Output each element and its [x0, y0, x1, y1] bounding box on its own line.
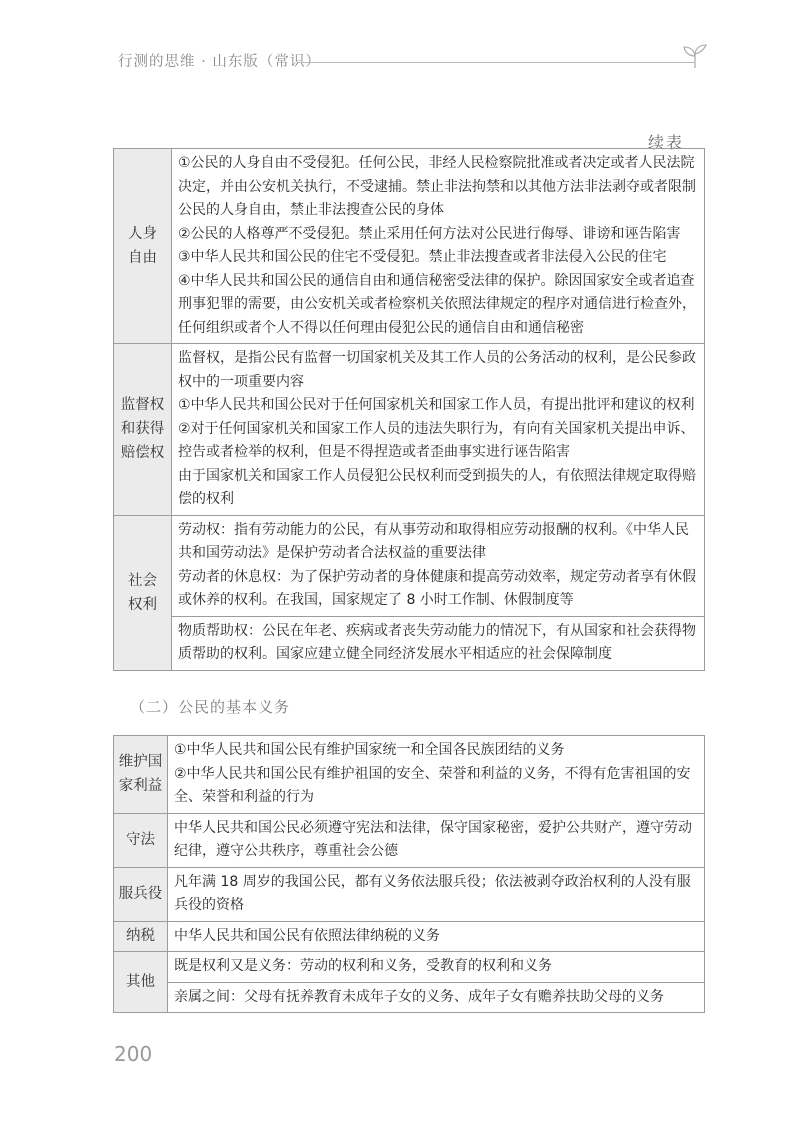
category-cell	[114, 736, 168, 814]
table-row	[114, 867, 705, 921]
table-row	[114, 982, 705, 1013]
content-paragraph: ②对于任何国家机关和国家工作人员的违法失职行为，有向有关国家机关提出申诉、控告或者检举的权利，但是不得捏造或者歪曲事实进行诬告陷害	[178, 420, 695, 460]
category-cell	[114, 921, 168, 952]
content-cell	[172, 616, 705, 670]
content-paragraph: ①中华人民共和国公民对于任何国家机关和国家工作人员，有提出批评和建议的权利	[178, 397, 695, 413]
content-paragraph: ①公民的人身自由不受侵犯。任何公民，非经人民检察院批准或者决定或者人民法院决定，并由公安机关执行，不受逮捕。禁止非法拘禁和以其他方法非法剥夺或者限制公民的人身自由，禁止非法搜查公民的身体	[178, 155, 696, 218]
table-row	[114, 344, 705, 516]
content-cell	[168, 982, 705, 1013]
content-cell	[168, 921, 705, 952]
page-header	[0, 44, 800, 74]
category-label: 社会 权利	[128, 572, 157, 613]
category-cell	[114, 952, 168, 1013]
category-cell	[114, 813, 168, 867]
category-cell	[114, 149, 172, 344]
category-cell	[114, 515, 172, 670]
content-paragraph: 凡年满 18 周岁的我国公民，都有义务依法服兵役；依法被剥夺政治权利的人没有服兵役的资格	[174, 873, 691, 913]
content-cell	[168, 813, 705, 867]
content-cell	[168, 867, 705, 921]
content-paragraph: 劳动权：指有劳动能力的公民，有从事劳动和取得相应劳动报酬的权利。《中华人民共和国劳动法》是保护劳动者合法权益的重要法律	[178, 521, 689, 561]
table-row	[114, 149, 705, 344]
category-label: 监督权 和获得 赔偿权	[120, 397, 165, 462]
category-cell	[114, 867, 168, 921]
category-label: 服兵役	[118, 886, 163, 902]
content-paragraph: 劳动者的休息权：为了保护劳动者的身体健康和提高劳动效率，规定劳动者享有休假或休养的权利。在我国，国家规定了 8 小时工作制、休假制度等	[178, 568, 696, 608]
content-paragraph: ②公民的人格尊严不受侵犯。禁止采用任何方法对公民进行侮辱、诽谤和诬告陷害	[178, 225, 681, 242]
category-label: 其他	[126, 974, 155, 990]
content-cell	[172, 344, 705, 516]
table-row	[114, 813, 705, 867]
content-paragraph: 由于国家机关和国家工作人员侵犯公民权利而受到损失的人，有依照法律规定取得赔偿的权利	[178, 467, 696, 507]
category-label: 守法	[126, 832, 155, 848]
table-row	[114, 952, 705, 983]
content-paragraph: 中华人民共和国公民有依照法律纳税的义务	[174, 927, 440, 944]
citizen-rights-table	[113, 148, 705, 671]
citizen-duties-table	[113, 735, 705, 1013]
content-paragraph: ③中华人民共和国公民的住宅不受侵犯。禁止非法搜查或者非法侵入公民的住宅	[178, 249, 667, 265]
content-cell	[168, 736, 705, 814]
continued-table-label: 续表	[648, 133, 685, 152]
content-cell	[172, 149, 705, 344]
table-row	[114, 736, 705, 814]
page-number: 200	[114, 1042, 153, 1066]
content-cell	[172, 515, 705, 616]
table-row	[114, 921, 705, 952]
content-paragraph: 既是权利又是义务：劳动的权利和义务，受教育的权利和义务	[174, 958, 552, 974]
sprout-leaf-icon	[680, 44, 710, 70]
header-rule	[298, 62, 694, 63]
content-paragraph: 监督权，是指公民有监督一切国家机关及其工作人员的公务活动的权利，是公民参政权中的一项重要内容	[178, 350, 696, 390]
content-paragraph: ④中华人民共和国公民的通信自由和通信秘密受法律的保护。除因国家安全或者追查刑事犯罪的需要，由公安机关或者检察机关依照法律规定的程序对通信进行检查外，任何组织或者个人不得以任何理由侵犯公民的通信自由和通信秘密	[178, 272, 696, 336]
category-label: 纳税	[126, 928, 155, 945]
content-paragraph: ①中华人民共和国公民有维护国家统一和全国各民族团结的义务	[174, 742, 565, 758]
content-paragraph: 物质帮助权：公民在年老、疾病或者丧失劳动能力的情况下，有从国家和社会获得物质帮助的权利。国家应建立健全同经济发展水平相适应的社会保障制度	[178, 622, 696, 662]
content-paragraph: ②中华人民共和国公民有维护祖国的安全、荣誉和利益的义务，不得有危害祖国的安全、荣誉和利益的行为	[174, 765, 691, 805]
category-label: 人身 自由	[128, 226, 157, 266]
category-label: 维护国 家利益	[118, 754, 163, 795]
content-cell	[168, 952, 705, 983]
header-title: 行测的思维 · 山东版（常识）	[118, 54, 321, 70]
table-row	[114, 515, 705, 616]
content-paragraph: 中华人民共和国公民必须遵守宪法和法律，保守国家秘密，爱护公共财产，遵守劳动纪律，遵守公共秩序，尊重社会公德	[174, 819, 692, 859]
content-paragraph: 亲属之间：父母有抚养教育未成年子女的义务、成年子女有赡养扶助父母的义务	[174, 988, 664, 1005]
category-cell	[114, 344, 172, 516]
section-heading: （二）公民的基本义务	[130, 698, 291, 716]
table-row	[114, 616, 705, 670]
